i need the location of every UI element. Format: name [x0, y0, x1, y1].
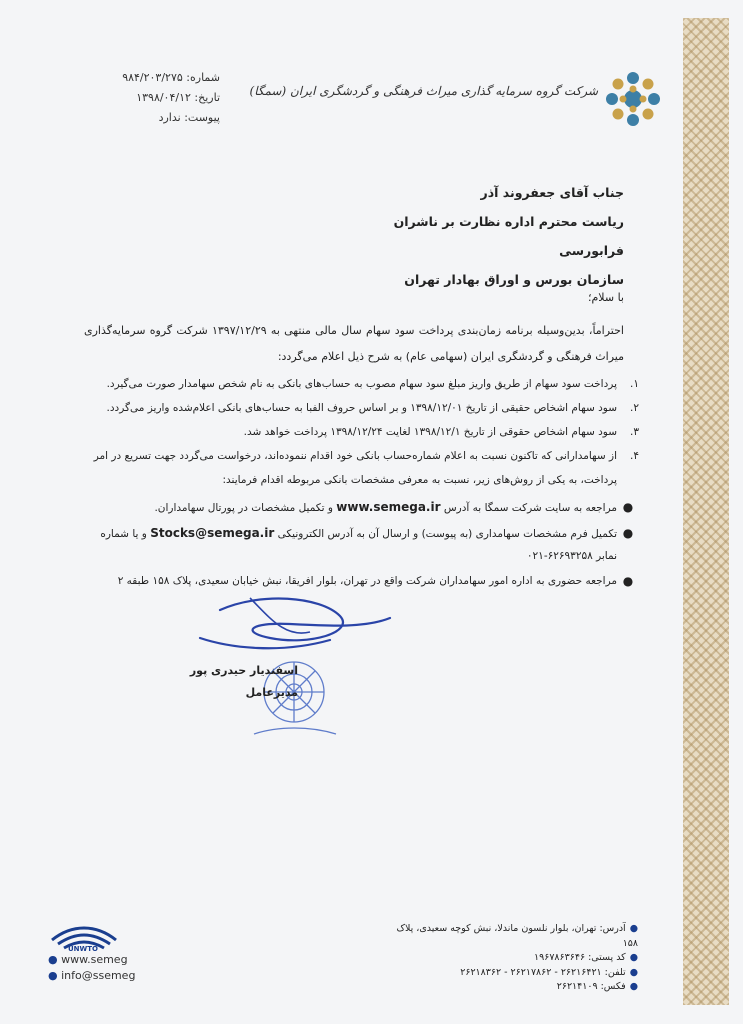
footer-postal-row — [380, 951, 638, 966]
website-text[interactable]: www.semeg — [61, 953, 128, 966]
unwto-label: UNWTO — [68, 945, 98, 953]
numbered-item — [84, 444, 639, 492]
addressee-line-3: سازمان بورس و اوراق بهادار تهران — [404, 272, 624, 287]
footer-address: آدرس: تهران، بلوار نلسون ماندلا، نبش کوچه سعیدی، پلاک ۱۵۸ — [396, 923, 638, 949]
bullet-icon: ● — [622, 500, 634, 514]
addressee-line-2: ریاست محترم اداره نظارت بر ناشران فرابورسی — [393, 214, 624, 258]
numbered-item — [84, 396, 639, 420]
bullet-text-part: تکمیل فرم مشخصات سهامداری (به پیوست) و ارسال آن به آدرس الکترونیکی — [277, 528, 617, 540]
footer-phone: تلفن: ۲۶۲۱۶۴۲۱ - ۲۶۲۱۷۸۶۲ - ۲۶۲۱۸۳۶۲ — [460, 966, 626, 978]
addressee-line-1: جناب آقای جعفروند آذر — [480, 185, 624, 200]
attachment-value: ندارد — [158, 111, 181, 124]
item-text: از سهامدارانی که تاکنون نسبت به اعلام شماره‌حساب بانکی خود اقدام ننموده‌اند، درخواست می‌گردد جهت تسریع در امر پرداخت، به یکی از روش‌های زیر، نسبت به معرفی مشخصات بانکی مربوطه اقدام فرمایند: — [93, 450, 617, 486]
salutation: با سلام؛ — [588, 291, 624, 304]
bullet-icon: ● — [48, 953, 58, 966]
date-value: ۱۳۹۸/۰۴/۱۲ — [136, 91, 191, 104]
number-value: ۹۸۴/۲۰۳/۲۷۵ — [122, 71, 183, 84]
footer-fax: فکس: ۲۶۲۱۴۱۰۹ — [556, 981, 626, 992]
company-name: شرکت گروه سرمایه گذاری میراث فرهنگی و گردشگری ایران (سمگا) — [249, 84, 598, 98]
website-row — [48, 952, 135, 968]
bullet-icon: ● — [622, 574, 634, 588]
item-number: ۲. — [630, 402, 639, 414]
bullet-text: مراجعه حضوری به اداره امور سهامداران شرکت واقع در تهران، بلوار افریقا، نبش خیابان سعیدی، پلاک ۱۵۸ طبقه ۲ — [117, 575, 617, 587]
footer-address-row — [380, 922, 638, 951]
bullet-text — [84, 496, 617, 519]
attachment-label: پیوست: — [184, 111, 220, 124]
footer-contact — [380, 922, 638, 995]
bullet-text — [84, 522, 617, 567]
company-logo — [604, 70, 662, 128]
numbered-item — [84, 420, 639, 444]
numbered-item — [84, 372, 639, 396]
bullet-item-website — [84, 496, 639, 519]
footer-fax-row — [380, 980, 638, 995]
item-text: سود سهام اشخاص حقوقی از تاریخ ۱۳۹۸/۱۲/۱ لغایت ۱۳۹۸/۱۲/۲۴ پرداخت خواهد شد. — [243, 426, 617, 438]
bullet-text-part: مراجعه به سایت شرکت سمگا به آدرس — [443, 502, 617, 514]
letter-date-row — [105, 88, 220, 108]
item-number: ۱. — [630, 378, 639, 390]
item-number: ۴. — [630, 450, 639, 462]
bullet-icon: ● — [629, 966, 638, 978]
footer-postal: کد پستی: ۱۹۶۷۸۶۳۶۴۶ — [534, 952, 626, 963]
signer-title: مدیرعامل — [245, 686, 298, 699]
email-link[interactable]: Stocks@semega.ir — [150, 526, 275, 540]
bullet-icon: ● — [629, 923, 638, 934]
letter-number-row — [105, 68, 220, 88]
number-label: شماره: — [186, 71, 220, 84]
bullet-icon: ● — [48, 969, 58, 982]
bullet-icon: ● — [622, 526, 634, 540]
bullet-icon: ● — [629, 952, 638, 963]
email-row — [48, 968, 135, 984]
signer-name: اسفندیار حیدری پور — [189, 664, 298, 677]
date-label: تاریخ: — [194, 91, 220, 104]
bullet-text-part: و یا شماره نمابر ۶۲۶۹۳۲۵۸-۰۲۱ — [100, 528, 617, 562]
email-text[interactable]: info@ssemeg — [61, 969, 136, 982]
footer-phone-row — [380, 966, 638, 981]
letter-attachment-row — [105, 108, 220, 128]
bullet-item-email — [84, 522, 639, 567]
item-text: پرداخت سود سهام از طریق واریز مبلغ سود سهام مصوب به حساب‌های بانکی به نام شخص سهامدار صورت می‌گیرد. — [106, 378, 617, 390]
signer-block — [180, 660, 298, 704]
addressee-block — [380, 178, 624, 294]
website-link[interactable]: www.semega.ir — [336, 500, 441, 514]
intro-paragraph: احتراماً، بدین‌وسیله برنامه زمان‌بندی پرداخت سود سهام سال مالی منتهی به ۱۳۹۷/۱۲/۲۹ شرکت گروه سرمایه‌گذاری میراث فرهنگی و گردشگری ایران (سهامی عام) به شرح ذیل اعلام می‌گردد: — [84, 324, 624, 363]
item-text: سود سهام اشخاص حقیقی از تاریخ ۱۳۹۸/۱۲/۰۱ و بر اساس حروف الفبا به حساب‌های بانکی اعلام‌شده واریز می‌گردد. — [106, 402, 617, 414]
item-number: ۳. — [630, 426, 639, 438]
numbered-list — [84, 372, 639, 492]
decorative-border — [683, 18, 729, 1005]
letter-meta — [105, 68, 220, 128]
bullet-list — [84, 496, 639, 595]
bullet-text-part: و تکمیل مشخصات در پورتال سهامداران. — [154, 502, 333, 514]
bullet-icon: ● — [629, 981, 638, 992]
contact-web — [48, 952, 135, 984]
